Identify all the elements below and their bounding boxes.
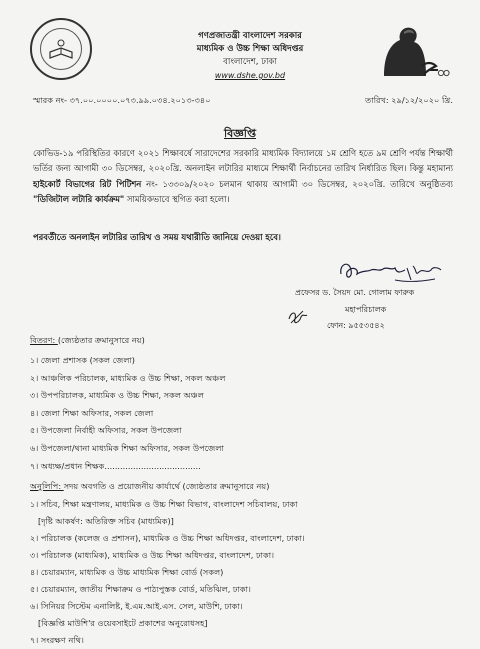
mujib-borsho-logo [378, 22, 450, 80]
list-item: ৪। জেলা শিক্ষা অফিসার, সকল জেলা [30, 407, 154, 418]
list-item: ১। সচিব, শিক্ষা মন্ত্রণালয়, মাধ্যমিক ও উচ্চ শিক্ষা বিভাগ, বাংলাদেশ সচিবালয়, ঢাকা [30, 499, 298, 509]
signatory-designation: মহাপরিচালক [345, 304, 387, 314]
list-item: ২। পরিচালক (কলেজ ও প্রশাসন), মাধ্যমিক ও উচ্চ শিক্ষা অধিদপ্তর, বাংলাদেশ, ঢাকা। [30, 533, 305, 543]
distribution-heading [30, 335, 460, 348]
followup-notice: পরবর্তীতে অনলাইন লটারির তারিখ ও সময় যথারীতি জানিয়ে দেওয়া হবে। [33, 232, 281, 242]
copy-heading [30, 481, 460, 494]
list-item: ৬। সিনিয়র সিস্টেম এনালিষ্ট, ই.এম.আই.এস. সেল, মাউশি, ঢাকা। [30, 601, 243, 611]
list-item-note: [বিজ্ঞপ্তি মাউশি'র ওয়েবসাইটে প্রকাশের অনুরোধসহ] [38, 618, 208, 628]
memo-date: তারিখ: ২৯/১২/২০২০ খ্রি. [365, 95, 453, 105]
signatory-phone: ফোন: ৯৫৫৩৫৪২ [327, 321, 385, 330]
distribution-list [30, 352, 460, 475]
reference-row [33, 95, 453, 108]
letterhead [150, 30, 350, 82]
notice-title-text: বিজ্ঞপ্তি [224, 127, 256, 140]
initial-mark [285, 305, 309, 327]
website-link[interactable]: www.dshe.gov.bd [214, 71, 286, 80]
list-item: ৫। উপজেলা নির্বাহী অফিসার, সকল উপজেলা [30, 425, 182, 436]
body-part-3: সাময়িকভাবে স্থগিত করা হলো। [124, 194, 230, 205]
letterhead-line-2: মাধ্যমিক ও উচ্চ শিক্ষা অধিদপ্তর [196, 44, 304, 54]
distribution-heading-prefix: বিতরণ: [30, 335, 58, 345]
list-item-note: [দৃষ্টি আকর্ষণ: অতিরিক্ত সচিব (মাধ্যমিক)] [38, 516, 174, 526]
copy-heading-prefix: অনুলিপি: [30, 481, 64, 491]
body-bold-1: হাইকোর্ট বিভাগের রিট পিটিশন [33, 178, 142, 189]
notice-body [33, 146, 453, 208]
copy-heading-rest: সদয় অবগতি ও প্রয়োজনীয় কার্যার্থে (জ্যেষ্ঠতার ক্রমানুসারে নয়) [63, 481, 270, 491]
list-item: ৩। পরিচালক (মাধ্যমিক), মাধ্যমিক ও উচ্চ শিক্ষা অধিদপ্তর, বাংলাদেশ, ঢাকা। [30, 550, 275, 560]
list-item: ১। জেলা প্রশাসক (সকল জেলা) [30, 355, 135, 365]
body-part-1: কোভিড-১৯ পরিস্থিতির কারণে ২০২১ শিক্ষাবর্ষে সারাদেশের সরকারি মাধ্যমিক বিদ্যালয়ে ১ম শ্রেণি হতে ৯ম শ্রেণি পর্যন্ত শিক্ষার্থী ভর্তির জন্য আগামী ৩০ ডিসেম্বর, ২০২০খ্রি. অনলাইন লটারির মাধ্যমে শিক্ষার্থী নির্বাচনের তারিখ নির্ধারিত ছিল। কিন্তু মহামান্য [33, 148, 453, 174]
memo-number: স্মারক নং- ৩৭.০০.০০০০.০৭৩.৯৯.০৩৪.২০১৩-৩৪০ [33, 95, 211, 105]
body-bold-2: "ডিজিটাল লটারি কার্যক্রম" [33, 194, 125, 205]
distribution-section [30, 335, 460, 475]
list-item: ৪। চেয়ারম্যান, মাধ্যমিক ও উচ্চ মাধ্যমিক শিক্ষা বোর্ড (সকল) [30, 567, 224, 577]
list-item: ৭। সংরক্ষণ নথি। [30, 635, 84, 645]
notice-title [0, 122, 480, 144]
copy-section [30, 481, 460, 649]
list-item: ২। আঞ্চলিক পরিচালক, মাধ্যমিক ও উচ্চ শিক্ষা, সকল অঞ্চল [30, 372, 226, 383]
signatory-block [295, 285, 465, 335]
list-item: ৫। চেয়ারম্যান, জাতীয় শিক্ষাক্রম ও পাঠ্যপুস্তক বোর্ড, মতিঝিল, ঢাকা। [30, 584, 251, 594]
list-item: ৩। উপপরিচালক, মাধ্যমিক ও উচ্চ শিক্ষা, সকল অঞ্চল [30, 390, 204, 401]
dshe-seal-logo [30, 18, 92, 80]
letterhead-line-3: বাংলাদেশ, ঢাকা [223, 57, 277, 67]
letterhead-line-1: গণপ্রজাতন্ত্রী বাংলাদেশ সরকার [198, 31, 302, 41]
list-item: ৭। অধ্যক্ষ/প্রধান শিক্ষক..................................... [30, 460, 201, 471]
copy-list [30, 496, 460, 649]
book-emblem-icon [46, 34, 76, 64]
distribution-heading-rest: (জ্যেষ্ঠতার ক্রমানুসারে নয়) [57, 335, 145, 345]
signatory-name: প্রফেসর ড. সৈয়দ মো. গোলাম ফারুক [295, 288, 415, 297]
list-item: ৬। উপজেলা/থানা মাধ্যমিক শিক্ষা অফিসার, সকল উপজেলা [30, 442, 224, 453]
body-part-2: নং- ১৩৩০৯/২০২০ চলমান থাকায় আগামী ৩০ ডিসেম্বর, ২০২০খ্রি. তারিখে অনুষ্ঠিতব্য [141, 178, 453, 189]
